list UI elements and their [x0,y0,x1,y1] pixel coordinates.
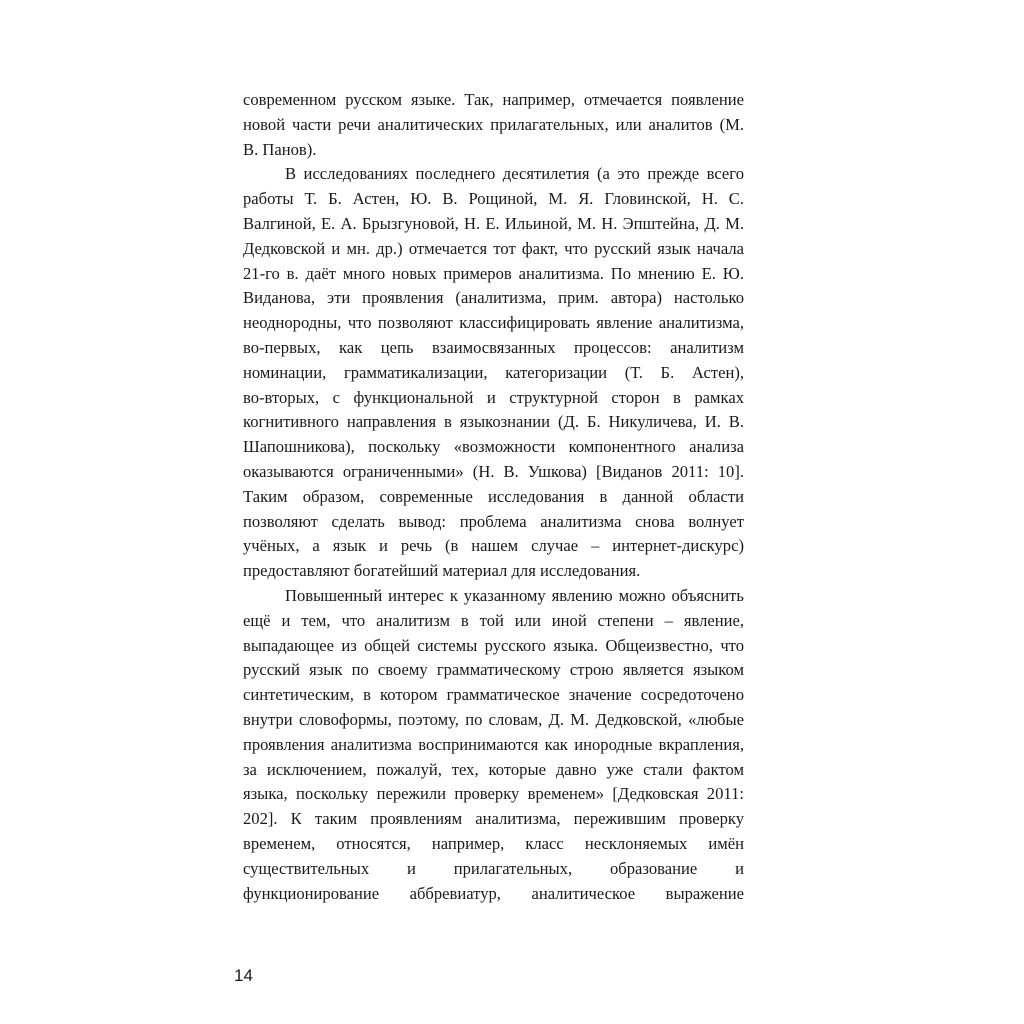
text-line: В исследованиях последнего десятилетия (а это прежде всего [285,164,744,184]
text-line: работы Т. Б. Астен, Ю. В. Рощиной, М. Я. Гловинской, Н. С. [243,189,744,209]
paragraph [243,88,744,162]
text-line: предоставляют богатейший материал для исследования. [243,561,641,581]
text-line: Повышенный интерес к указанному явлению можно объяснить [285,585,744,605]
text-line: 21-го в. даёт много новых примеров аналитизма. По мнению Е. Ю. [243,263,744,283]
text-line: современном русском языке. Так, например, отмечается появление [243,90,744,109]
text-line: Дедковской и мн. др.) отмечается тот факт, что русский язык начала [243,238,744,258]
text-line: временем, относятся, например, класс несклоняемых имён [243,833,744,853]
text-line: во-вторых, с функциональной и структурной сторон в рамках [243,387,744,407]
text-line: во-первых, как цепь взаимосвязанных процессов: аналитизм [243,337,744,357]
text-line: русский язык по своему грамматическому строю является языком [243,660,744,680]
text-line: Виданова, эти проявления (аналитизма, прим. автора) настолько [243,288,744,308]
text-line: позволяют сделать вывод: проблема аналитизма снова волнует [243,511,744,531]
paragraph [243,584,744,906]
text-line: оказываются ограниченными» (Н. В. Ушкова) [Виданов 2011: 10]. [243,461,744,481]
text-line: проявления аналитизма воспринимаются как инородные вкрапления, [243,734,744,754]
text-line: В. Панов). [243,139,317,159]
text-line: Валгиной, Е. А. Брызгуновой, Н. Е. Ильиной, М. Н. Эпштейна, Д. М. [243,213,744,233]
text-line: ещё и тем, что аналитизм в той или иной степени – явление, [243,610,744,630]
text-line: новой части речи аналитических прилагательных, или аналитов (М. [243,114,744,134]
paragraph [243,162,744,584]
text-line: неоднородны, что позволяют классифицировать явление аналитизма, [243,313,744,333]
text-line: когнитивного направления в языкознании (Д. Б. Никуличева, И. В. [243,412,744,432]
text-line: номинации, грамматикализации, категоризации (Т. Б. Астен), [243,362,744,382]
text-line: языка, поскольку пережили проверку временем» [Дедковская 2011: [243,784,744,804]
body-text [243,88,744,906]
page-number: 14 [234,966,253,985]
text-line: функционирование аббревиатур, аналитическое выражение [243,883,744,903]
text-line: 202]. К таким проявлениям аналитизма, пережившим проверку [243,809,744,829]
text-line: Шапошникова), поскольку «возможности компонентного анализа [243,437,744,457]
text-line: за исключением, пожалуй, тех, которые давно уже стали фактом [243,759,744,779]
text-line: синтетическим, в котором грамматическое значение сосредоточено [243,685,744,705]
text-line: Таким образом, современные исследования в данной области [243,486,744,506]
text-line: существительных и прилагательных, образование и [243,858,744,878]
text-line: внутри словоформы, поэтому, по словам, Д. М. Дедковской, «любые [243,709,744,729]
text-line: выпадающее из общей системы русского языка. Общеизвестно, что [243,635,744,655]
text-line: учёных, а язык и речь (в нашем случае – интернет-дискурс) [243,536,744,556]
